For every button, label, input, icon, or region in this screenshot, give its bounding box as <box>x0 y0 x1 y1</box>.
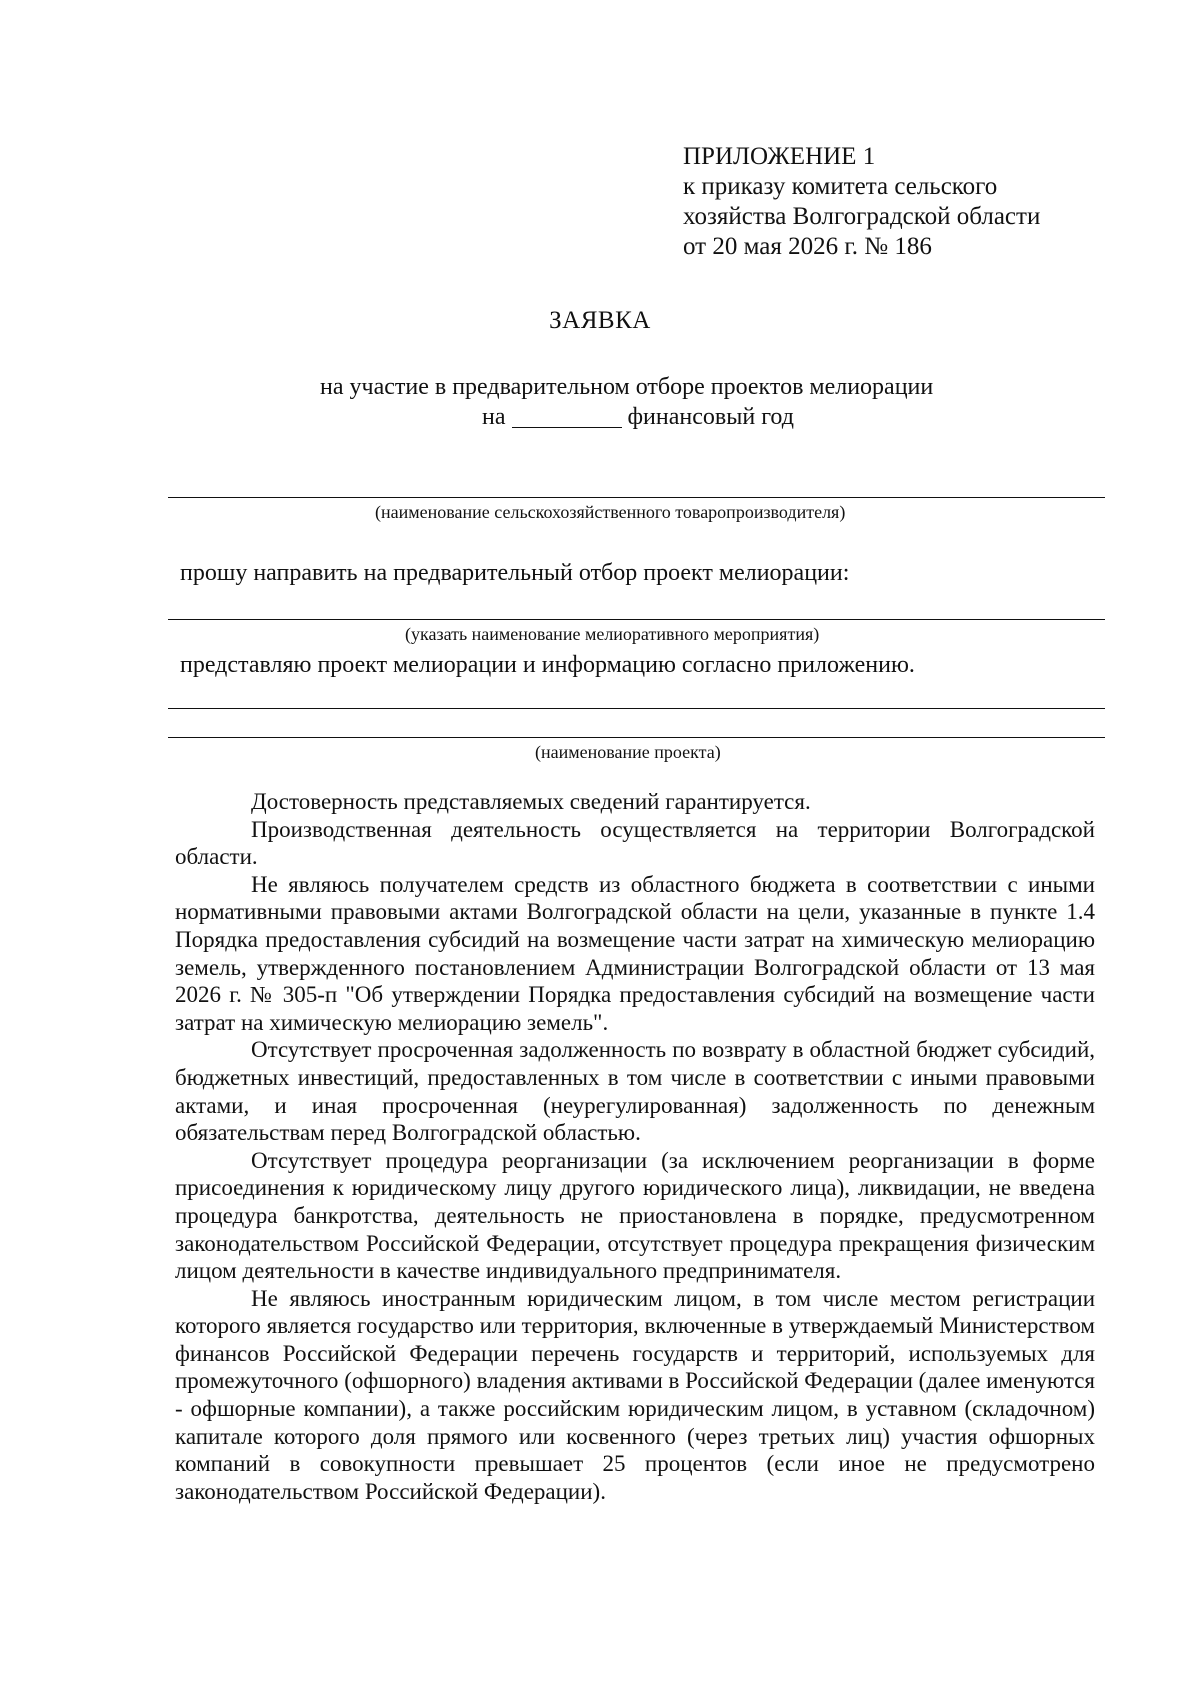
producer-name-line[interactable] <box>168 497 1105 498</box>
appendix-title: ПРИЛОЖЕНИЕ 1 <box>683 143 876 170</box>
year-suffix: финансовый год <box>627 404 794 430</box>
project-caption: (наименование проекта) <box>535 742 721 762</box>
project-name-line-1[interactable] <box>168 708 1105 709</box>
paragraph-territory: Производственная деятельность осуществляется на территории Волгоградской области. <box>175 816 1095 870</box>
producer-caption: (наименование сельскохозяйственного товаропроизводителя) <box>375 502 846 522</box>
document-title: ЗАЯВКА <box>549 307 651 334</box>
year-blank-field[interactable] <box>512 400 622 428</box>
paragraph-not-recipient: Не являюсь получателем средств из областного бюджета в соответствии с иными нормативными правовыми актами Волгоградской области на цели, указанные в пункте 1.4 Порядка предоставления субсидий на возмещение части затрат на химическую мелиорацию земель, утвержденного постановлением Администрации Волгоградской области от 13 мая 2026 г. № 305-п "Об утверждении Порядка предоставления субсидий на возмещение части затрат на химическую мелиорацию земель". <box>175 871 1095 1035</box>
appendix-line-2: хозяйства Волгоградской области <box>683 203 1041 230</box>
activity-caption: (указать наименование мелиоративного мероприятия) <box>405 624 820 644</box>
project-name-line-2[interactable] <box>168 737 1105 738</box>
appendix-block <box>683 142 1103 262</box>
activity-name-line[interactable] <box>168 619 1105 620</box>
document-subtitle: на участие в предварительном отборе проектов мелиорации <box>320 374 934 400</box>
request-text: прошу направить на предварительный отбор проект мелиорации: <box>180 560 850 586</box>
financial-year-line <box>482 404 794 432</box>
appendix-line-3: от 20 мая 2026 г. № 186 <box>683 233 932 260</box>
paragraph-not-foreign: Не являюсь иностранным юридическим лицом, в том числе местом регистрации которого является государство или территория, включенные в утверждаемый Министерством финансов Российской Федерации перечень государств и территорий, используемых для промежуточного (офшорного) владения активами в Российской Федерации (далее именуются - офшорные компании), а также российским юридическим лицом, в уставном (складочном) капитале которого доля прямого или косвенного (через третьих лиц) участия офшорных компаний в совокупности превышает 25 процентов (если иное не предусмотрено законодательством Российской Федерации). <box>175 1285 1095 1504</box>
paragraph-reliability: Достоверность представляемых сведений гарантируется. <box>251 789 811 814</box>
declarations <box>175 788 1095 1505</box>
appendix-line-1: к приказу комитета сельского <box>683 173 998 200</box>
submit-text: представляю проект мелиорации и информацию согласно приложению. <box>180 652 915 678</box>
paragraph-no-debt: Отсутствует просроченная задолженность по возврату в областной бюджет субсидий, бюджетных инвестиций, предоставленных в том числе в соответствии с иными правовыми актами, и иная просроченная (неурегулированная) задолженность по денежным обязательствам перед Волгоградской областью. <box>175 1037 1095 1146</box>
year-prefix: на <box>482 404 506 430</box>
paragraph-no-reorganization: Отсутствует процедура реорганизации (за исключением реорганизации в форме присоединения к юридическому лицу другого юридического лица), ликвидации, не введена процедура банкротства, деятельность не приостановлена в порядке, предусмотренном законодательством Российской Федерации, отсутствует процедура прекращения физическим лицом деятельности в качестве индивидуального предпринимателя. <box>175 1147 1095 1284</box>
